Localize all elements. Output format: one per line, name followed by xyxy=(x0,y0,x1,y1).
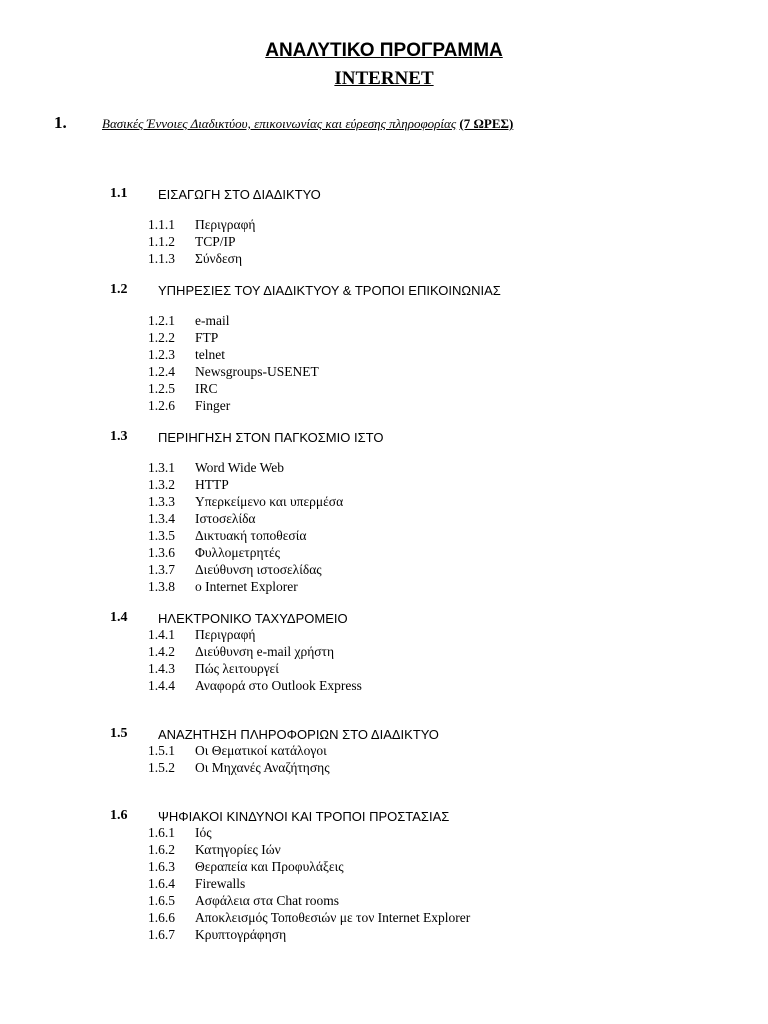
list-item xyxy=(0,644,768,661)
section-title: ΗΛΕΚΤΡΟΝΙΚΟ ΤΑΧΥΔΡΟΜΕΙΟ xyxy=(158,611,348,626)
item-label: TCP/IP xyxy=(195,234,236,249)
item-label: Πώς λειτουργεί xyxy=(195,661,279,676)
list-item xyxy=(0,494,768,511)
section xyxy=(0,282,768,415)
item-label: Διεύθυνση e-mail χρήστη xyxy=(195,644,335,659)
document-title: ΑΝΑΛΥΤΙΚΟ ΠΡΟΓΡΑΜΜΑ xyxy=(265,40,503,61)
item-number: 1.3.5 xyxy=(148,528,175,543)
list-item xyxy=(0,217,768,234)
item-number: 1.3.8 xyxy=(148,579,175,594)
item-label: IRC xyxy=(195,381,218,396)
item-label: Αναφορά στο Outlook Express xyxy=(195,678,362,693)
item-label: Φυλλομετρητές xyxy=(195,545,280,560)
item-number: 1.3.7 xyxy=(148,562,175,577)
item-number: 1.3.1 xyxy=(148,460,175,475)
item-label: Περιγραφή xyxy=(195,627,256,642)
item-label: Περιγραφή xyxy=(195,217,256,232)
section-list xyxy=(0,186,768,944)
list-item xyxy=(0,381,768,398)
list-item xyxy=(0,511,768,528)
item-number: 1.5.1 xyxy=(148,743,175,758)
item-number: 1.4.1 xyxy=(148,627,175,642)
list-item xyxy=(0,528,768,545)
item-label: e-mail xyxy=(195,313,230,328)
unit-number: 1. xyxy=(54,113,67,132)
section-title: ΑΝΑΖΗΤΗΣΗ ΠΛΗΡΟΦΟΡΙΩΝ ΣΤΟ ΔΙΑΔΙΚΤΥΟ xyxy=(158,727,439,742)
item-number: 1.3.6 xyxy=(148,545,175,560)
item-label: Firewalls xyxy=(195,876,246,891)
item-number: 1.6.7 xyxy=(148,927,175,942)
section-title: ΠΕΡΙΗΓΗΣΗ ΣΤΟΝ ΠΑΓΚΟΣΜΙΟ ΙΣΤΟ xyxy=(158,430,384,445)
list-item xyxy=(0,398,768,415)
unit-hours: (7 ΩΡΕΣ) xyxy=(459,116,514,131)
list-item xyxy=(0,743,768,760)
list-item xyxy=(0,477,768,494)
document-subtitle: INTERNET xyxy=(334,68,434,89)
item-number: 1.6.2 xyxy=(148,842,175,857)
item-list xyxy=(0,313,768,415)
section-number: 1.1 xyxy=(110,186,128,201)
list-item xyxy=(0,760,768,777)
item-number: 1.2.6 xyxy=(148,398,175,413)
section-number: 1.6 xyxy=(110,808,128,823)
section-heading xyxy=(0,429,768,446)
item-number: 1.3.4 xyxy=(148,511,175,526)
item-number: 1.1.1 xyxy=(148,217,175,232)
section-title: ΥΠΗΡΕΣΙΕΣ ΤΟΥ ΔΙΑΔΙΚΤΥΟΥ & ΤΡΟΠΟΙ ΕΠΙΚΟΙΝΩΝΙΑΣ xyxy=(158,283,501,298)
list-item xyxy=(0,364,768,381)
section-heading xyxy=(0,186,768,203)
item-label: HTTP xyxy=(195,477,229,492)
section-number: 1.4 xyxy=(110,610,128,625)
section-heading xyxy=(0,808,768,825)
list-item xyxy=(0,460,768,477)
unit-heading xyxy=(54,113,754,133)
list-item xyxy=(0,251,768,268)
item-label: Αποκλεισμός Τοποθεσιών με τον Internet Explorer xyxy=(195,910,471,925)
item-number: 1.2.4 xyxy=(148,364,175,379)
item-label: Κατηγορίες Ιών xyxy=(195,842,281,857)
list-item xyxy=(0,910,768,927)
item-label: Δικτυακή τοποθεσία xyxy=(195,528,307,543)
section xyxy=(0,186,768,268)
section-title: ΨΗΦΙΑΚΟΙ ΚΙΝΔΥΝΟΙ ΚΑΙ ΤΡΟΠΟΙ ΠΡΟΣΤΑΣΙΑΣ xyxy=(158,809,450,824)
unit-title: Βασικές Έννοιες Διαδικτύου, επικοινωνίας και εύρεσης πληροφορίας xyxy=(102,116,457,131)
item-number: 1.6.4 xyxy=(148,876,175,891)
list-item xyxy=(0,234,768,251)
item-label: Οι Θεματικοί κατάλογοι xyxy=(195,743,327,758)
list-item xyxy=(0,859,768,876)
item-label: Newsgroups-USENET xyxy=(195,364,319,379)
list-item xyxy=(0,313,768,330)
item-label: Ιστοσελίδα xyxy=(195,511,256,526)
item-number: 1.5.2 xyxy=(148,760,175,775)
section-number: 1.5 xyxy=(110,726,128,741)
section-heading xyxy=(0,726,768,743)
item-list xyxy=(0,217,768,268)
item-label: Θεραπεία και Προφυλάξεις xyxy=(195,859,344,874)
item-label: FTP xyxy=(195,330,219,345)
item-number: 1.4.4 xyxy=(148,678,175,693)
item-number: 1.2.2 xyxy=(148,330,175,345)
item-label: Κρυπτογράφηση xyxy=(195,927,287,942)
section xyxy=(0,610,768,695)
item-list xyxy=(0,460,768,596)
item-number: 1.6.6 xyxy=(148,910,175,925)
list-item xyxy=(0,330,768,347)
section xyxy=(0,429,768,596)
item-number: 1.6.1 xyxy=(148,825,175,840)
list-item xyxy=(0,627,768,644)
item-number: 1.2.5 xyxy=(148,381,175,396)
list-item xyxy=(0,562,768,579)
list-item xyxy=(0,579,768,596)
item-number: 1.6.3 xyxy=(148,859,175,874)
list-item xyxy=(0,842,768,859)
item-number: 1.1.3 xyxy=(148,251,175,266)
list-item xyxy=(0,927,768,944)
section-heading xyxy=(0,282,768,299)
section xyxy=(0,808,768,944)
list-item xyxy=(0,661,768,678)
section-number: 1.2 xyxy=(110,282,128,297)
item-label: Διεύθυνση ιστοσελίδας xyxy=(195,562,322,577)
section xyxy=(0,726,768,777)
list-item xyxy=(0,825,768,842)
item-label: Υπερκείμενο και υπερμέσα xyxy=(195,494,344,509)
item-label: Οι Μηχανές Αναζήτησης xyxy=(195,760,330,775)
section-title: ΕΙΣΑΓΩΓΗ ΣΤΟ ΔΙΑΔΙΚΤΥΟ xyxy=(158,187,321,202)
item-list xyxy=(0,743,768,777)
item-list xyxy=(0,825,768,944)
item-number: 1.3.2 xyxy=(148,477,175,492)
item-label: Σύνδεση xyxy=(195,251,243,266)
item-number: 1.4.2 xyxy=(148,644,175,659)
list-item xyxy=(0,876,768,893)
list-item xyxy=(0,545,768,562)
item-label: telnet xyxy=(195,347,225,362)
item-label: Finger xyxy=(195,398,231,413)
item-number: 1.3.3 xyxy=(148,494,175,509)
list-item xyxy=(0,347,768,364)
section-heading xyxy=(0,610,768,627)
item-number: 1.2.1 xyxy=(148,313,175,328)
item-list xyxy=(0,627,768,695)
item-label: Ιός xyxy=(195,825,212,840)
item-number: 1.4.3 xyxy=(148,661,175,676)
item-label: Word Wide Web xyxy=(195,460,285,475)
item-number: 1.2.3 xyxy=(148,347,175,362)
item-number: 1.6.5 xyxy=(148,893,175,908)
item-label: ο Internet Explorer xyxy=(195,579,298,594)
item-number: 1.1.2 xyxy=(148,234,175,249)
section-number: 1.3 xyxy=(110,429,128,444)
list-item xyxy=(0,893,768,910)
item-label: Ασφάλεια στα Chat rooms xyxy=(195,893,339,908)
list-item xyxy=(0,678,768,695)
